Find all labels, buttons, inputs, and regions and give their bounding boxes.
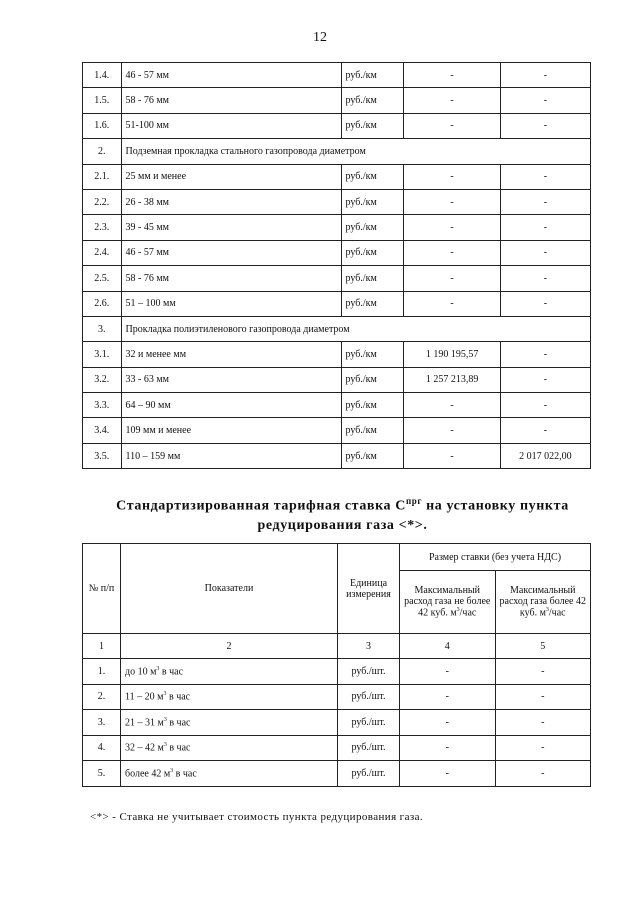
table-row bbox=[83, 240, 591, 265]
row-unit: руб./шт. bbox=[338, 684, 400, 710]
row-name bbox=[121, 735, 338, 761]
header-rate-group: Размер ставки (без учета НДС) bbox=[400, 544, 591, 571]
row-name: 51-100 мм bbox=[121, 113, 341, 138]
table-row bbox=[83, 710, 591, 736]
row-number: 1.5. bbox=[83, 88, 122, 113]
row-name bbox=[121, 659, 338, 685]
row-number: 3.5. bbox=[83, 443, 122, 468]
row-value-1: - bbox=[400, 710, 496, 736]
grp-rate-heading bbox=[90, 492, 595, 535]
row-value-1: - bbox=[404, 189, 500, 214]
row-value-2: - bbox=[500, 63, 590, 88]
row-unit: руб./км bbox=[341, 393, 404, 418]
header-unit: Единица измерения bbox=[338, 544, 400, 634]
row-value-1: - bbox=[404, 215, 500, 240]
row-value-2: - bbox=[495, 684, 591, 710]
header-col5-text: Максимальный расход газа более 42 куб. м bbox=[499, 585, 586, 619]
column-index: 4 bbox=[400, 634, 496, 659]
row-name-text: более 42 м bbox=[125, 767, 171, 779]
row-name: 58 - 76 мм bbox=[121, 88, 341, 113]
row-name-text: 21 – 31 м bbox=[125, 716, 164, 728]
table-row bbox=[83, 342, 591, 367]
column-index: 1 bbox=[83, 634, 121, 659]
row-name: 46 - 57 мм bbox=[121, 63, 341, 88]
row-name: 58 - 76 мм bbox=[121, 266, 341, 291]
grp-rate-table bbox=[82, 543, 591, 787]
row-name-tail: в час bbox=[166, 716, 191, 728]
row-value-1: - bbox=[400, 684, 496, 710]
header-col5-sup: 3 bbox=[545, 607, 549, 614]
table-row bbox=[83, 266, 591, 291]
row-unit: руб./шт. bbox=[338, 735, 400, 761]
row-name-tail: в час bbox=[173, 767, 197, 779]
column-index: 2 bbox=[121, 634, 338, 659]
row-number: 3.3. bbox=[83, 393, 122, 418]
header-col5-tail: /час bbox=[548, 607, 566, 619]
row-value-2: - bbox=[500, 291, 590, 316]
row-number: 1. bbox=[83, 659, 121, 685]
table-row bbox=[83, 393, 591, 418]
row-value-2: - bbox=[500, 240, 590, 265]
section-row bbox=[83, 139, 591, 164]
row-value-1: - bbox=[404, 63, 500, 88]
footnote: <*> - Ставка не учитывает стоимость пункта редуцирования газа. bbox=[90, 811, 424, 823]
row-name: 32 и менее мм bbox=[121, 342, 341, 367]
row-name-sup: 3 bbox=[163, 742, 167, 749]
row-number: 3.4. bbox=[83, 418, 122, 443]
table-row bbox=[83, 63, 591, 88]
row-name-tail: в час bbox=[159, 665, 184, 677]
header-col5 bbox=[495, 571, 591, 634]
heading-line1-text: Стандартизированная тарифная ставка С bbox=[116, 498, 406, 514]
row-value-2: - bbox=[500, 88, 590, 113]
row-number: 3. bbox=[83, 710, 121, 736]
row-unit: руб./км bbox=[341, 113, 404, 138]
row-unit: руб./км bbox=[341, 240, 404, 265]
row-number: 2.1. bbox=[83, 164, 122, 189]
header-num: № п/п bbox=[83, 544, 121, 634]
table-row bbox=[83, 735, 591, 761]
row-number: 2.3. bbox=[83, 215, 122, 240]
row-value-2: - bbox=[495, 659, 591, 685]
row-unit: руб./км bbox=[341, 367, 404, 392]
row-name-tail: в час bbox=[166, 691, 191, 703]
table-row bbox=[83, 443, 591, 468]
row-name: 26 - 38 мм bbox=[121, 189, 341, 214]
row-number: 2.5. bbox=[83, 266, 122, 291]
table-row bbox=[83, 367, 591, 392]
row-unit: руб./км bbox=[341, 443, 404, 468]
section-row bbox=[83, 316, 591, 341]
row-value-2: - bbox=[500, 266, 590, 291]
row-value-1: - bbox=[404, 443, 500, 468]
row-value-2: - bbox=[500, 367, 590, 392]
row-name: 39 - 45 мм bbox=[121, 215, 341, 240]
row-value-1: - bbox=[400, 761, 496, 787]
row-unit: руб./км bbox=[341, 291, 404, 316]
row-name-text: 11 – 20 м bbox=[125, 691, 164, 703]
column-index: 3 bbox=[338, 634, 400, 659]
row-unit: руб./км bbox=[341, 215, 404, 240]
row-unit: руб./км bbox=[341, 88, 404, 113]
row-value-1: - bbox=[400, 735, 496, 761]
heading-line2-text: редуцирования газа <*>. bbox=[257, 517, 428, 533]
header-col4 bbox=[400, 571, 496, 634]
row-number: 3.1. bbox=[83, 342, 122, 367]
row-value-2: - bbox=[500, 215, 590, 240]
table-row bbox=[83, 659, 591, 685]
section-title: Подземная прокладка стального газопровода диаметром bbox=[121, 139, 590, 164]
row-value-2: - bbox=[500, 113, 590, 138]
row-number: 4. bbox=[83, 735, 121, 761]
row-unit: руб./км bbox=[341, 266, 404, 291]
table-row bbox=[83, 113, 591, 138]
row-name-sup: 3 bbox=[170, 767, 174, 774]
row-name: 64 – 90 мм bbox=[121, 393, 341, 418]
header-col4-sup: 3 bbox=[456, 607, 460, 614]
row-unit: руб./км bbox=[341, 164, 404, 189]
table-row bbox=[83, 215, 591, 240]
row-name-tail: в час bbox=[166, 742, 191, 754]
row-value-1: - bbox=[404, 266, 500, 291]
heading-superscript: прг bbox=[405, 496, 423, 506]
row-value-1: - bbox=[404, 88, 500, 113]
column-index: 5 bbox=[495, 634, 591, 659]
row-name bbox=[121, 684, 338, 710]
row-name-text: 32 – 42 м bbox=[125, 742, 164, 754]
row-value-2: 2 017 022,00 bbox=[500, 443, 590, 468]
row-value-2: - bbox=[500, 189, 590, 214]
row-unit: руб./км bbox=[341, 418, 404, 443]
row-unit: руб./шт. bbox=[338, 710, 400, 736]
row-value-1: - bbox=[404, 291, 500, 316]
row-name-sup: 3 bbox=[156, 665, 160, 672]
page-number: 12 bbox=[313, 30, 327, 45]
table-row bbox=[83, 684, 591, 710]
table-row bbox=[83, 164, 591, 189]
row-name: 46 - 57 мм bbox=[121, 240, 341, 265]
grp-header-row bbox=[83, 544, 591, 571]
row-number: 2. bbox=[83, 139, 122, 164]
header-indicators: Показатели bbox=[121, 544, 338, 634]
row-name-sup: 3 bbox=[163, 716, 167, 723]
row-number: 5. bbox=[83, 761, 121, 787]
row-name: 33 - 63 мм bbox=[121, 367, 341, 392]
row-value-2: - bbox=[500, 393, 590, 418]
table-row bbox=[83, 88, 591, 113]
row-value-1: 1 190 195,57 bbox=[404, 342, 500, 367]
row-unit: руб./км bbox=[341, 342, 404, 367]
row-unit: руб./км bbox=[341, 189, 404, 214]
column-index-row bbox=[83, 634, 591, 659]
row-value-2: - bbox=[500, 164, 590, 189]
row-value-1: - bbox=[400, 659, 496, 685]
row-name: 110 – 159 мм bbox=[121, 443, 341, 468]
table-row bbox=[83, 418, 591, 443]
row-value-1: - bbox=[404, 418, 500, 443]
heading-line1-tail: на установку пункта bbox=[422, 498, 569, 514]
row-number: 2.4. bbox=[83, 240, 122, 265]
row-value-1: - bbox=[404, 164, 500, 189]
table-row bbox=[83, 761, 591, 787]
row-value-1: - bbox=[404, 240, 500, 265]
row-name-sup: 3 bbox=[163, 691, 167, 698]
pipeline-rate-table bbox=[82, 62, 591, 469]
row-number: 2. bbox=[83, 684, 121, 710]
row-value-1: 1 257 213,89 bbox=[404, 367, 500, 392]
section-title: Прокладка полиэтиленового газопровода диаметром bbox=[121, 316, 590, 341]
row-value-2: - bbox=[495, 735, 591, 761]
row-number: 2.2. bbox=[83, 189, 122, 214]
row-number: 3. bbox=[83, 316, 122, 341]
row-name bbox=[121, 761, 338, 787]
row-number: 1.4. bbox=[83, 63, 122, 88]
row-value-1: - bbox=[404, 393, 500, 418]
table-row bbox=[83, 291, 591, 316]
header-col4-tail: /час bbox=[459, 607, 477, 619]
row-name-text: до 10 м bbox=[125, 665, 157, 677]
row-name: 51 – 100 мм bbox=[121, 291, 341, 316]
row-value-1: - bbox=[404, 113, 500, 138]
row-unit: руб./шт. bbox=[338, 659, 400, 685]
row-name bbox=[121, 710, 338, 736]
row-unit: руб./км bbox=[341, 63, 404, 88]
row-name: 109 мм и менее bbox=[121, 418, 341, 443]
row-value-2: - bbox=[500, 342, 590, 367]
header-col4-text: Максимальный расход газа не более 42 куб. м bbox=[404, 585, 491, 619]
row-unit: руб./шт. bbox=[338, 761, 400, 787]
table-row bbox=[83, 189, 591, 214]
row-number: 1.6. bbox=[83, 113, 122, 138]
row-name: 25 мм и менее bbox=[121, 164, 341, 189]
row-value-2: - bbox=[495, 761, 591, 787]
row-number: 2.6. bbox=[83, 291, 122, 316]
row-number: 3.2. bbox=[83, 367, 122, 392]
row-value-2: - bbox=[500, 418, 590, 443]
row-value-2: - bbox=[495, 710, 591, 736]
